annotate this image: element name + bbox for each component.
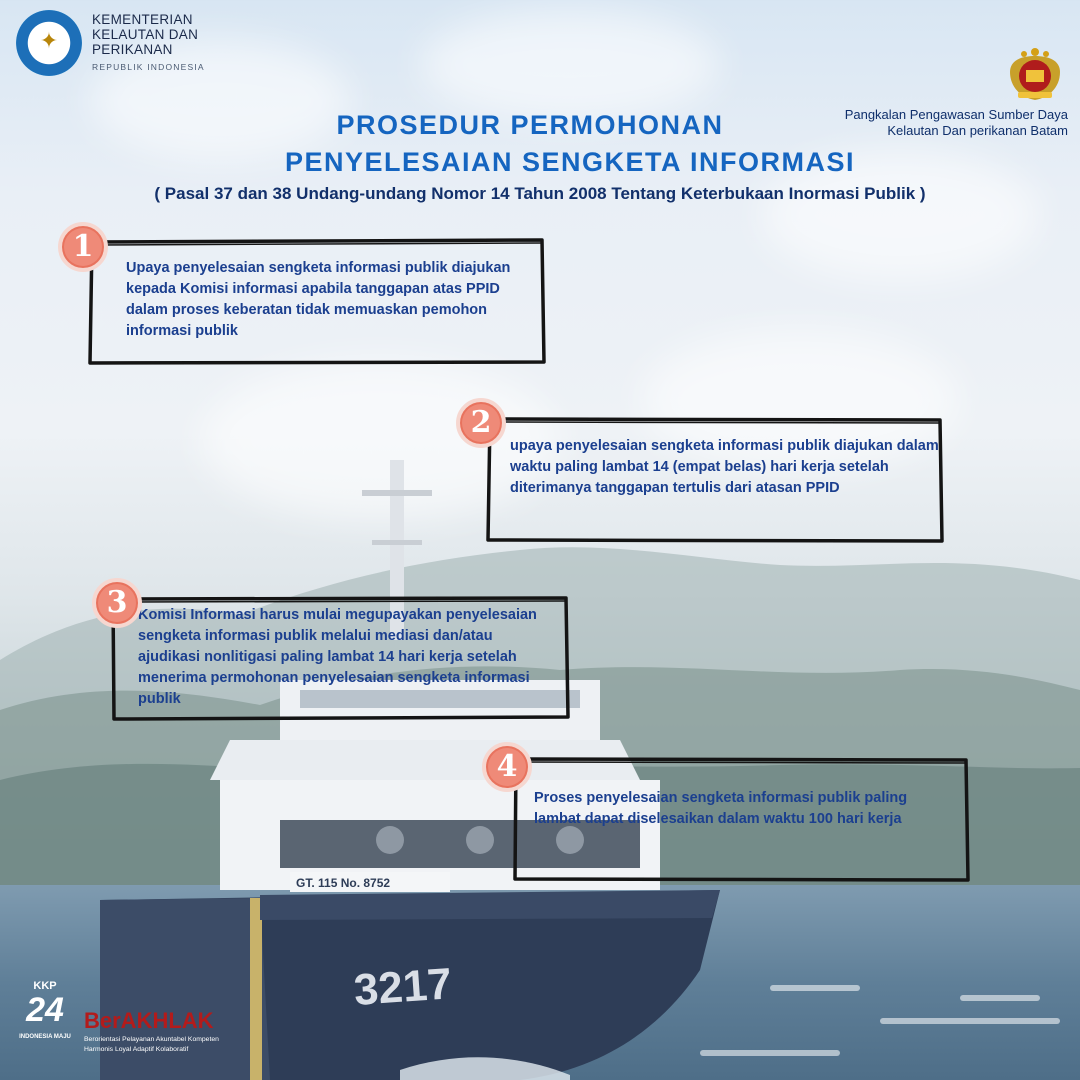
unit-line-1: Pangkalan Pengawasan Sumber Daya [844, 107, 1068, 122]
page-title-line-1: PROSEDUR PERMOHONAN [336, 110, 724, 140]
psdkp-emblem-icon [1002, 42, 1068, 104]
step-2-card [484, 414, 946, 546]
step-3-text: Komisi Informasi harus mulai megupayakan penyelesaian sengketa informasi publik melalui mediasi dan/atau ajudikasi nonlitigasi paling lambat 14 hari kerja setelah menerima permohonan penyelesaian sengketa informasi publik [138, 607, 537, 707]
cloud [420, 10, 720, 120]
hull-number: 3217 [352, 959, 454, 1015]
step-1-badge: 1 [58, 222, 108, 272]
ministry-line-2: KELAUTAN DAN [92, 27, 199, 42]
ministry-name [92, 12, 205, 75]
wave [880, 1018, 1060, 1024]
step-4-badge: 4 [482, 742, 532, 792]
step-3-badge: 3 [92, 578, 142, 628]
step-2-badge: 2 [456, 398, 506, 448]
unit-line-2: Kelautan Dan perikanan Batam [887, 123, 1068, 138]
kkp-logo [16, 10, 82, 76]
kkp-24-logo [16, 980, 74, 1058]
step-4-text: Proses penyelesaian sengketa informasi publik paling lambat dapat diselesaikan dalam waktu 100 hari kerja [534, 790, 908, 827]
step-2-text: upaya penyelesaian sengketa informasi publik diajukan dalam waktu paling lambat 14 (empat belas) hari kerja setelah diterimanya tanggapan tertulis dari atasan PPID [510, 438, 939, 496]
kkp-24-bottom: INDONESIA MAJU [19, 1034, 71, 1040]
step-3-card [108, 593, 572, 723]
step-1-text: Upaya penyelesaian sengketa informasi publik diajukan kepada Komisi informasi apabila tanggapan atas PPID dalam proses keberatan tidak memuaskan pemohon informasi publik [126, 260, 511, 339]
berakhlak-tagline-2: Harmonis Loyal Adaptif Kolaboratif [84, 1046, 189, 1053]
berakhlak-logo [84, 1008, 219, 1054]
berakhlak-tagline-1: Berorientasi Pelayanan Akuntabel Kompeten [84, 1036, 219, 1043]
page-subtitle: ( Pasal 37 dan 38 Undang-undang Nomor 14 Tahun 2008 Tentang Keterbukaan Inormasi Publik ) [154, 184, 926, 203]
kkp-24-top: KKP [33, 980, 57, 992]
step-4-card [510, 754, 972, 884]
step-1-card [86, 236, 548, 366]
wave [960, 995, 1040, 1001]
garuda-emblem-icon: ✦ [39, 29, 59, 54]
ship-registration: GT. 115 No. 8752 [296, 876, 391, 890]
ministry-subtitle: REPUBLIK INDONESIA [92, 62, 205, 72]
berakhlak-brand: BerAKHLAK [84, 1008, 214, 1033]
page-title-line-2: PENYELESAIAN SENGKETA INFORMASI [284, 147, 856, 177]
ministry-line-3: PERIKANAN [92, 42, 173, 57]
wave [770, 985, 860, 991]
ministry-line-1: KEMENTERIAN [92, 12, 193, 27]
kkp-24-number: 24 [26, 991, 64, 1029]
